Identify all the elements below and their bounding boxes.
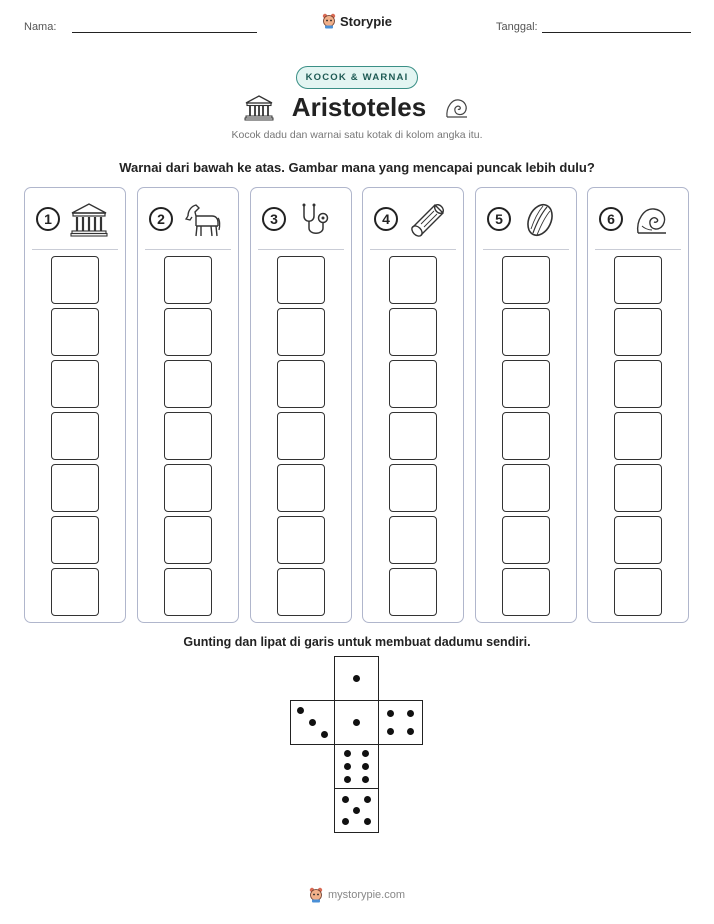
coloring-box[interactable] (51, 568, 99, 616)
coloring-box[interactable] (277, 256, 325, 304)
dice-pip (387, 728, 394, 735)
column-header (588, 202, 688, 242)
name-line[interactable] (72, 32, 257, 33)
coloring-box[interactable] (164, 360, 212, 408)
coloring-box[interactable] (502, 256, 550, 304)
name-label: Nama: (24, 21, 57, 33)
coloring-box[interactable] (164, 464, 212, 512)
coloring-box[interactable] (164, 256, 212, 304)
column-header (138, 202, 238, 242)
dice-pip (344, 750, 351, 757)
greek-temple-icon (244, 95, 274, 121)
column-number: 4 (374, 207, 398, 231)
game-instruction: Warnai dari bawah ke atas. Gambar mana yang mencapai puncak lebih dulu? (119, 160, 595, 175)
column-divider (370, 249, 456, 250)
coloring-box[interactable] (389, 568, 437, 616)
footer-url[interactable]: mystorypie.com (327, 889, 406, 901)
dice-pip (364, 818, 371, 825)
dice-pip (362, 750, 369, 757)
coloring-box[interactable] (502, 516, 550, 564)
brand-name: Storypie (339, 13, 392, 29)
snail-shell-icon (444, 95, 470, 121)
dice-pip (344, 763, 351, 770)
column-6 (587, 187, 689, 623)
dice-pip (321, 731, 328, 738)
dice-pip (407, 710, 414, 717)
coloring-box[interactable] (164, 412, 212, 460)
coloring-box[interactable] (51, 412, 99, 460)
coloring-box[interactable] (164, 568, 212, 616)
dice-pip (309, 719, 316, 726)
column-number: 2 (149, 207, 173, 231)
coloring-box[interactable] (277, 308, 325, 356)
coloring-box[interactable] (614, 464, 662, 512)
activity-badge: KOCOK & WARNAI (296, 66, 418, 89)
column-header (476, 202, 576, 242)
coloring-box[interactable] (502, 464, 550, 512)
dice-pip (353, 807, 360, 814)
stethoscope-icon (295, 202, 335, 238)
column-number: 5 (487, 207, 511, 231)
storypie-mascot-icon (309, 887, 323, 903)
column-divider (258, 249, 344, 250)
coloring-box[interactable] (51, 308, 99, 356)
coloring-box[interactable] (614, 516, 662, 564)
coloring-box[interactable] (277, 516, 325, 564)
coloring-box[interactable] (51, 256, 99, 304)
column-number: 6 (599, 207, 623, 231)
dice-face-1 (334, 700, 379, 745)
coloring-box[interactable] (389, 412, 437, 460)
page-title: Aristoteles (291, 92, 427, 122)
coloring-box[interactable] (614, 256, 662, 304)
page-subtitle: Kocok dadu dan warnai satu kotak di kolom angka itu. (231, 129, 483, 141)
coloring-box[interactable] (164, 516, 212, 564)
title-row (0, 92, 714, 123)
dice-pip (362, 763, 369, 770)
coloring-box[interactable] (389, 256, 437, 304)
dice-pip (342, 796, 349, 803)
coloring-box[interactable] (502, 568, 550, 616)
snail-shell-icon (632, 202, 672, 238)
dice-face-3 (290, 700, 335, 745)
column-header (363, 202, 463, 242)
coloring-box[interactable] (277, 568, 325, 616)
coloring-box[interactable] (389, 308, 437, 356)
coloring-box[interactable] (277, 360, 325, 408)
coloring-box[interactable] (389, 360, 437, 408)
seed-icon (520, 202, 560, 238)
column-4 (362, 187, 464, 623)
coloring-box[interactable] (614, 412, 662, 460)
dice-face-6 (334, 744, 379, 789)
dice-pip (387, 710, 394, 717)
scroll-icon (407, 202, 447, 238)
coloring-box[interactable] (614, 568, 662, 616)
coloring-box[interactable] (164, 308, 212, 356)
dice-pip (364, 796, 371, 803)
date-label: Tanggal: (496, 21, 538, 33)
dice-face-5 (334, 788, 379, 833)
coloring-box[interactable] (614, 360, 662, 408)
dice-pip (407, 728, 414, 735)
column-divider (32, 249, 118, 250)
cut-instruction: Gunting dan lipat di garis untuk membuat dadumu sendiri. (183, 635, 531, 649)
column-header (251, 202, 351, 242)
storypie-mascot-icon (322, 13, 336, 29)
dice-pip (353, 675, 360, 682)
dice-pip (362, 776, 369, 783)
column-header (25, 202, 125, 242)
column-3 (250, 187, 352, 623)
coloring-box[interactable] (389, 516, 437, 564)
coloring-box[interactable] (389, 464, 437, 512)
brand-logo (0, 13, 714, 29)
coloring-box[interactable] (51, 516, 99, 564)
coloring-box[interactable] (614, 308, 662, 356)
column-5 (475, 187, 577, 623)
coloring-box[interactable] (277, 464, 325, 512)
dice-pip (297, 707, 304, 714)
dice-face-4 (378, 700, 423, 745)
column-divider (483, 249, 569, 250)
column-2 (137, 187, 239, 623)
coloring-box[interactable] (277, 412, 325, 460)
dice-pip (353, 719, 360, 726)
coloring-box[interactable] (51, 464, 99, 512)
dice-pip (342, 818, 349, 825)
column-number: 1 (36, 207, 60, 231)
column-divider (145, 249, 231, 250)
horse-icon (182, 202, 222, 238)
coloring-box[interactable] (502, 360, 550, 408)
column-1 (24, 187, 126, 623)
coloring-box[interactable] (502, 412, 550, 460)
date-line[interactable] (542, 32, 691, 33)
dice-face-1 (334, 656, 379, 701)
greek-temple-icon (69, 202, 109, 238)
coloring-box[interactable] (51, 360, 99, 408)
column-divider (595, 249, 681, 250)
footer (0, 887, 714, 903)
dice-pip (344, 776, 351, 783)
column-number: 3 (262, 207, 286, 231)
coloring-box[interactable] (502, 308, 550, 356)
